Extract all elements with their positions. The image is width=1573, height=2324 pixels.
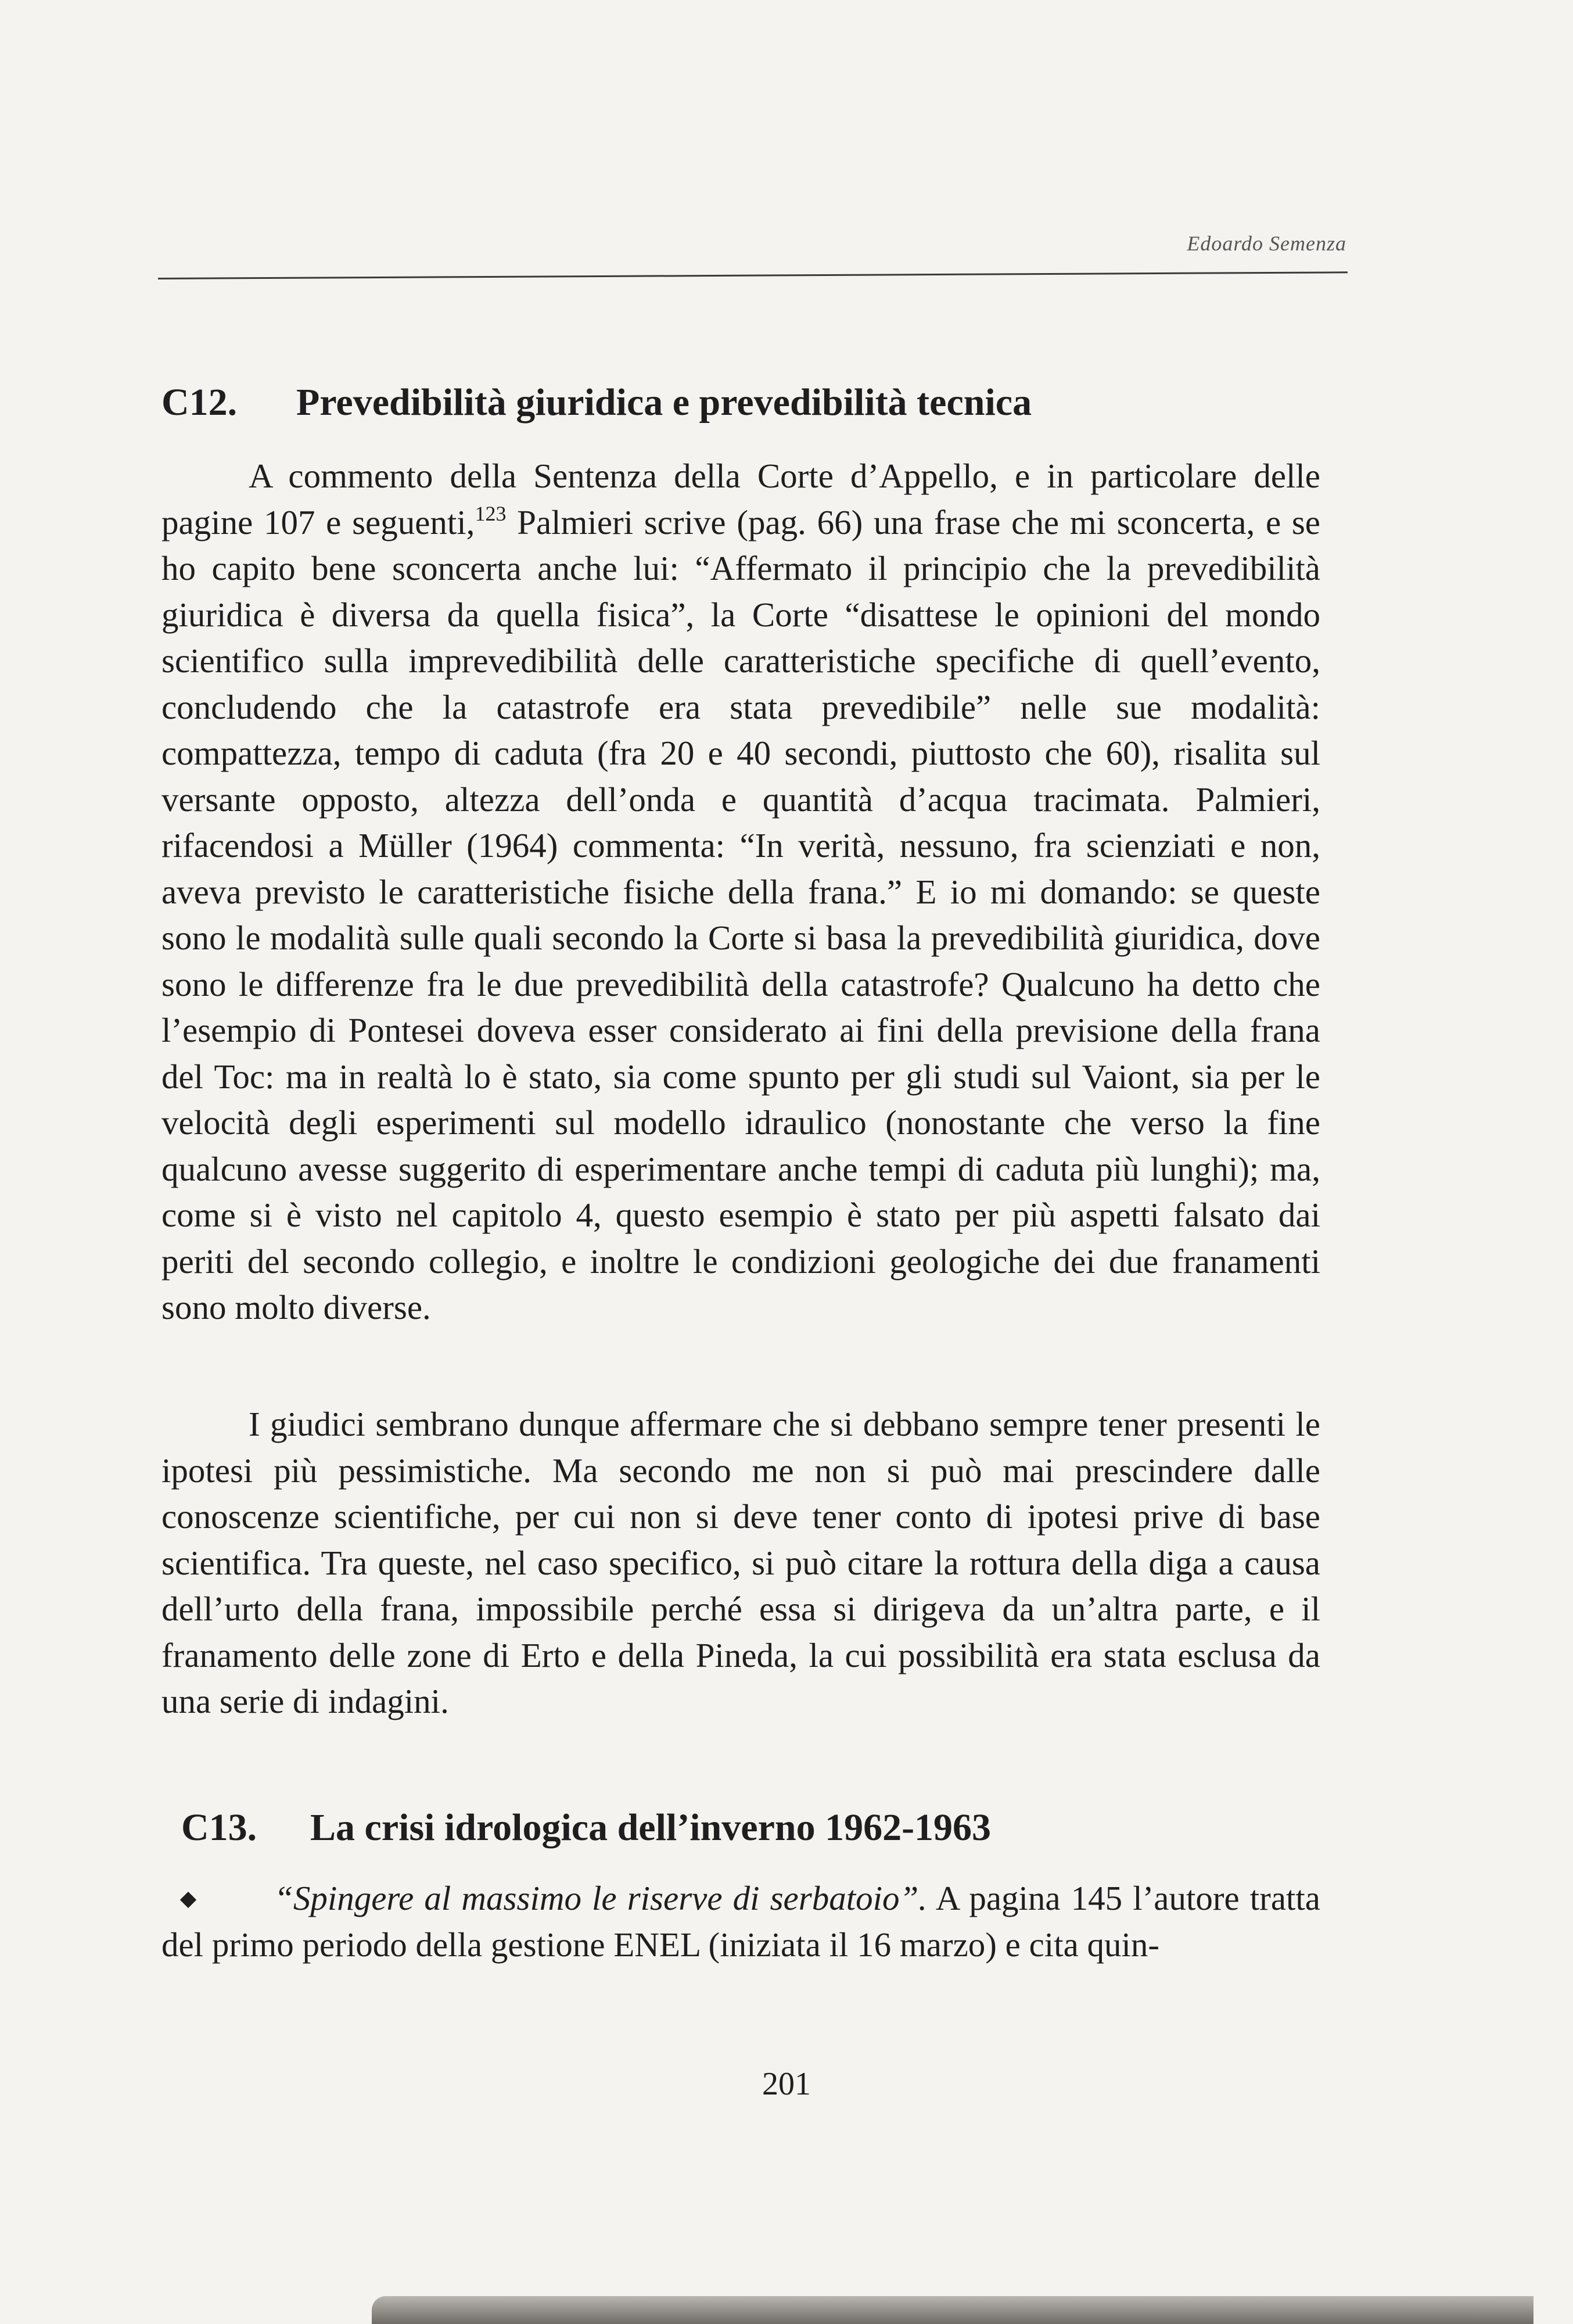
section-number: C12.: [161, 381, 238, 424]
section-heading-c12: [161, 381, 1032, 425]
page-number: 201: [762, 2066, 811, 2102]
paragraph-1: [161, 453, 1320, 1331]
paragraph-text: A commento della Sentenza della Corte d’Appello, e in particolare delle pagine 107 e seguenti,: [161, 457, 1320, 541]
running-head: Edoardo Semenza: [1187, 232, 1346, 255]
paragraph-text: A pagina 145 l’autore tratta del primo periodo della gestione ENEL (iniziata il 16 marzo) e cita quin-: [161, 1879, 1320, 1964]
section-number: C13.: [181, 1806, 257, 1849]
paragraph-text: Palmieri scrive (pag. 66) una frase che mi sconcerta, e se ho capito bene sconcerta anche lui: “Affermato il principio che la prevedibilità giuridica è diversa da quella fisica”, la Corte “disattese le opinioni del mondo scientifico sulla imprevedibilità delle caratteristiche specifiche di quell’evento, concludendo che la catastrofe era stata prevedibile” nelle sue modalità: compattezza, tempo di caduta (fra 20 e 40 secondi, piuttosto che 60), risalita sul versante opposto, altezza dell’onda e quantità d’acqua tracimata. Palmieri, rifacendosi a Müller (1964) commenta: “In verità, nessuno, fra scienziati e non, aveva previsto le caratteristiche fisiche della frana.” E io mi domando: se queste sono le modalità sulle quali secondo la Corte si basa la prevedibilità giuridica, dove sono le differenze fra le due prevedibilità della catastrofe? Qualcuno ha detto che l’esempio di Pontesei doveva esser considerato ai fini della previsione della frana del Toc: ma in realtà lo è stato, sia come spunto per gli studi sul Vaiont, sia per le velocità degli esperimenti sul modello idraulico (nonostante che verso la fine qualcuno avesse suggerito di esperimentare anche tempi di caduta più lunghi); ma, come si è visto nel capitolo 4, questo esempio è stato per più aspetti falsato dai periti del secondo collegio, e inoltre le condizioni geologiche dei due franamenti sono molto diverse.: [161, 503, 1320, 1326]
section-heading-c13: [181, 1806, 991, 1850]
section-title: Prevedibilità giuridica e prevedibilità tecnica: [296, 381, 1032, 424]
quoted-phrase: “Spingere al massimo le riserve di serbatoio”.: [274, 1879, 928, 1917]
footnote-reference: 123: [475, 501, 507, 525]
page-edge-shadow: [372, 2296, 1534, 2324]
bullet-paragraph: [161, 1875, 1320, 1968]
diamond-bullet-icon: [180, 1892, 196, 1908]
header-rule: [158, 271, 1348, 279]
section-title: La crisi idrologica dell’inverno 1962-1963: [310, 1806, 992, 1849]
paragraph-2: I giudici sembrano dunque affermare che si debbano sempre tener presenti le ipotesi più pessimistiche. Ma secondo me non si può mai prescindere dalle conoscenze scientifiche, per cui non si deve tener conto di ipotesi prive di base scientifica. Tra queste, nel caso specifico, si può citare la rottura della diga a causa dell’urto della frana, impossibile perché essa si dirigeva da un’altra parte, e il franamento delle zone di Erto e della Pineda, la cui possibilità era stata esclusa da una serie di indagini.: [161, 1405, 1320, 1720]
